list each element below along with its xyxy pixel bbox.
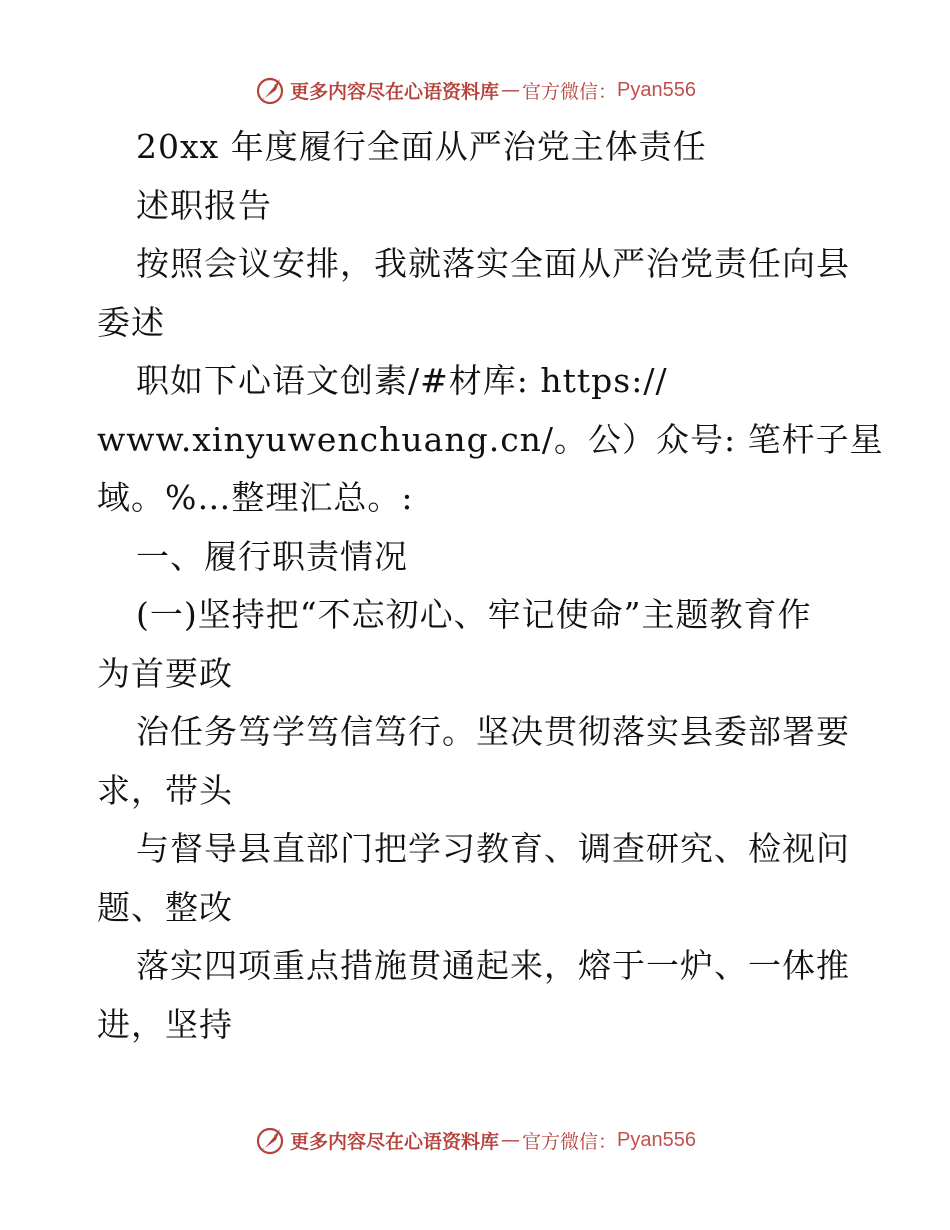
- doc-line: 委述: [97, 302, 165, 342]
- doc-line: 题、整改: [97, 887, 233, 927]
- quill-logo-icon: [254, 1124, 286, 1156]
- watermark-wechat-label: 官方微信：: [522, 1130, 618, 1153]
- doc-line: 职如下心语文创素/#材库: https://: [136, 361, 668, 400]
- watermark-wechat-id: Pyan556: [617, 1128, 696, 1151]
- doc-line: 进，坚持: [97, 1004, 233, 1044]
- footer-watermark: [0, 1120, 950, 1160]
- doc-line-subtitle: 述职报告: [136, 185, 272, 225]
- doc-line: 为首要政: [97, 653, 233, 693]
- doc-line: www.xinyuwenchuang.cn/。公）众号: 笔杆子星: [97, 419, 884, 459]
- watermark-text: 更多内容尽在心语资料库: [290, 80, 500, 103]
- document-body: [97, 118, 884, 1054]
- doc-line-title: 20xx 年度履行全面从严治党主体责任: [136, 127, 707, 166]
- header-watermark: [0, 70, 950, 110]
- doc-line: 与督导县直部门把学习教育、调查研究、检视问: [136, 829, 850, 868]
- watermark-separator: —: [501, 1129, 521, 1151]
- watermark-wechat-id: Pyan556: [617, 78, 696, 101]
- watermark-text: 更多内容尽在心语资料库: [290, 1130, 500, 1153]
- doc-line: (一)坚持把“不忘初心、牢记使命”主题教育作: [136, 595, 812, 634]
- watermark-wechat-label: 官方微信：: [522, 80, 618, 103]
- doc-line: 求，带头: [97, 770, 233, 810]
- doc-line: 按照会议安排，我就落实全面从严治党责任向县: [136, 244, 850, 283]
- watermark-separator: —: [501, 79, 521, 101]
- doc-line: 治任务笃学笃信笃行。坚决贯彻落实县委部署要: [136, 712, 850, 751]
- doc-line: 落实四项重点措施贯通起来，熔于一炉、一体推: [136, 946, 850, 985]
- doc-line-section-heading: 一、履行职责情况: [136, 536, 408, 576]
- doc-line: 域。%…整理汇总。:: [97, 478, 414, 517]
- quill-logo-icon: [254, 74, 286, 106]
